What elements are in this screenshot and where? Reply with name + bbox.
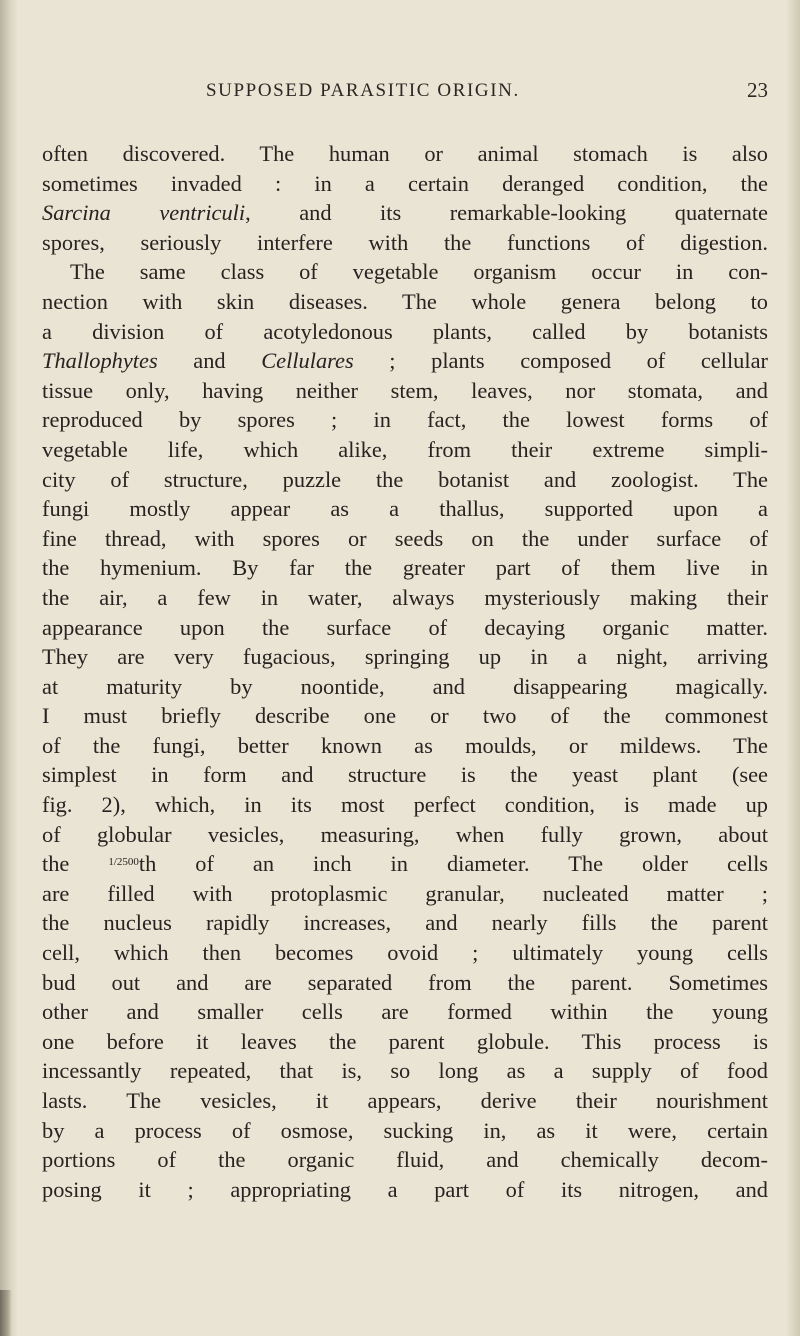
text-line xyxy=(42,287,768,317)
text-run: appearance upon the surface of decaying organic matter. xyxy=(42,614,768,640)
text-run: , and its remarkable-looking quaternate xyxy=(245,200,768,226)
text-line xyxy=(42,198,768,228)
text-line xyxy=(42,820,768,850)
text-line xyxy=(42,938,768,968)
text-run: spores, seriously interfere with the functions of digestion. xyxy=(42,229,768,255)
text-run: and xyxy=(157,348,262,374)
text-line xyxy=(42,1175,768,1205)
text-line xyxy=(42,169,768,199)
text-run: The same class of vegetable organism occur in con- xyxy=(70,259,768,285)
text-run: often discovered. The human or animal stomach is also xyxy=(42,141,768,166)
text-line xyxy=(42,1145,768,1175)
text-line xyxy=(42,790,768,820)
text-run: reproduced by spores ; in fact, the lowest forms of xyxy=(42,407,768,433)
text-run: by a process of osmose, sucking in, as it were, certain xyxy=(42,1117,768,1143)
text-line xyxy=(42,908,768,938)
binding-gutter-dark xyxy=(0,1290,12,1336)
text-line xyxy=(42,494,768,524)
text-line xyxy=(42,1056,768,1086)
body-text xyxy=(42,139,768,1204)
page-right-edge xyxy=(786,0,800,1336)
text-line xyxy=(42,1086,768,1116)
text-run: I must briefly describe one or two of the commonest xyxy=(42,703,768,729)
text-run: one before it leaves the parent globule. This process is xyxy=(42,1028,768,1054)
text-run: vegetable life, which alike, from their extreme simpli- xyxy=(42,436,768,462)
text-run: th of an inch in diameter. The older cells xyxy=(138,851,769,877)
text-run: portions of the organic fluid, and chemically decom- xyxy=(42,1147,768,1173)
italic-term: Cellulares xyxy=(261,348,354,374)
text-run: simplest in form and structure is the yeast plant (see xyxy=(42,762,768,788)
text-line xyxy=(42,346,768,376)
text-run: a division of acotyledonous plants, called by botanists xyxy=(42,318,768,344)
text-line xyxy=(42,524,768,554)
text-run: the hymenium. By far the greater part of them live in xyxy=(42,555,768,581)
text-run: bud out and are separated from the parent. Sometimes xyxy=(42,969,768,995)
binding-gutter-shadow xyxy=(0,0,18,1336)
text-line xyxy=(42,672,768,702)
text-run: of globular vesicles, measuring, when fully grown, about xyxy=(42,821,768,847)
text-run: the nucleus rapidly increases, and nearly fills the parent xyxy=(42,910,768,936)
text-run: cell, which then becomes ovoid ; ultimately young cells xyxy=(42,940,768,966)
text-line xyxy=(42,405,768,435)
text-run: at maturity by noontide, and disappearing magically. xyxy=(42,673,768,699)
text-run: the xyxy=(42,851,109,877)
text-run: are filled with protoplasmic granular, nucleated matter ; xyxy=(42,880,768,906)
text-line xyxy=(42,139,768,169)
text-run: city of structure, puzzle the botanist and zoologist. The xyxy=(42,466,768,492)
text-line xyxy=(42,731,768,761)
text-run: nection with skin diseases. The whole genera belong to xyxy=(42,288,768,314)
text-run: ; plants composed of cellular xyxy=(353,348,768,374)
text-run: the air, a few in water, always mysteriously making their xyxy=(42,584,768,610)
italic-term: Thallophytes xyxy=(42,348,158,374)
text-line xyxy=(42,376,768,406)
text-line xyxy=(42,760,768,790)
text-line xyxy=(42,701,768,731)
text-run: They are very fugacious, springing up in a night, arriving xyxy=(42,644,768,670)
text-run: lasts. The vesicles, it appears, derive their nourishment xyxy=(42,1088,768,1113)
text-line xyxy=(42,583,768,613)
running-head: SUPPOSED PARASITIC ORIGIN. xyxy=(206,80,520,101)
text-line xyxy=(42,1027,768,1057)
text-line xyxy=(42,997,768,1027)
text-run: posing it ; appropriating a part of its nitrogen, and xyxy=(42,1176,768,1202)
text-line xyxy=(42,968,768,998)
fraction: 1/2500 xyxy=(108,856,139,869)
text-run: fine thread, with spores or seeds on the under surface of xyxy=(42,525,768,551)
text-run: other and smaller cells are formed within the young xyxy=(42,999,768,1025)
page-header xyxy=(206,80,776,110)
text-line xyxy=(42,642,768,672)
text-line xyxy=(42,317,768,347)
text-run: fungi mostly appear as a thallus, supported upon a xyxy=(42,496,768,522)
text-run: of the fungi, better known as moulds, or mildews. The xyxy=(42,732,768,758)
text-run: incessantly repeated, that is, so long as a supply of food xyxy=(42,1058,768,1084)
text-line xyxy=(42,257,768,287)
page-number: 23 xyxy=(747,78,768,102)
text-line xyxy=(42,553,768,583)
text-run: fig. 2), which, in its most perfect condition, is made up xyxy=(42,792,768,818)
text-run: sometimes invaded : in a certain deranged condition, the xyxy=(42,170,768,196)
text-line xyxy=(42,849,768,879)
text-line xyxy=(42,435,768,465)
text-line xyxy=(42,228,768,258)
text-line xyxy=(42,879,768,909)
text-run: tissue only, having neither stem, leaves, nor stomata, and xyxy=(42,377,768,403)
text-line xyxy=(42,613,768,643)
text-line xyxy=(42,1116,768,1146)
italic-term: Sarcina ventriculi xyxy=(42,200,246,226)
text-line xyxy=(42,465,768,495)
